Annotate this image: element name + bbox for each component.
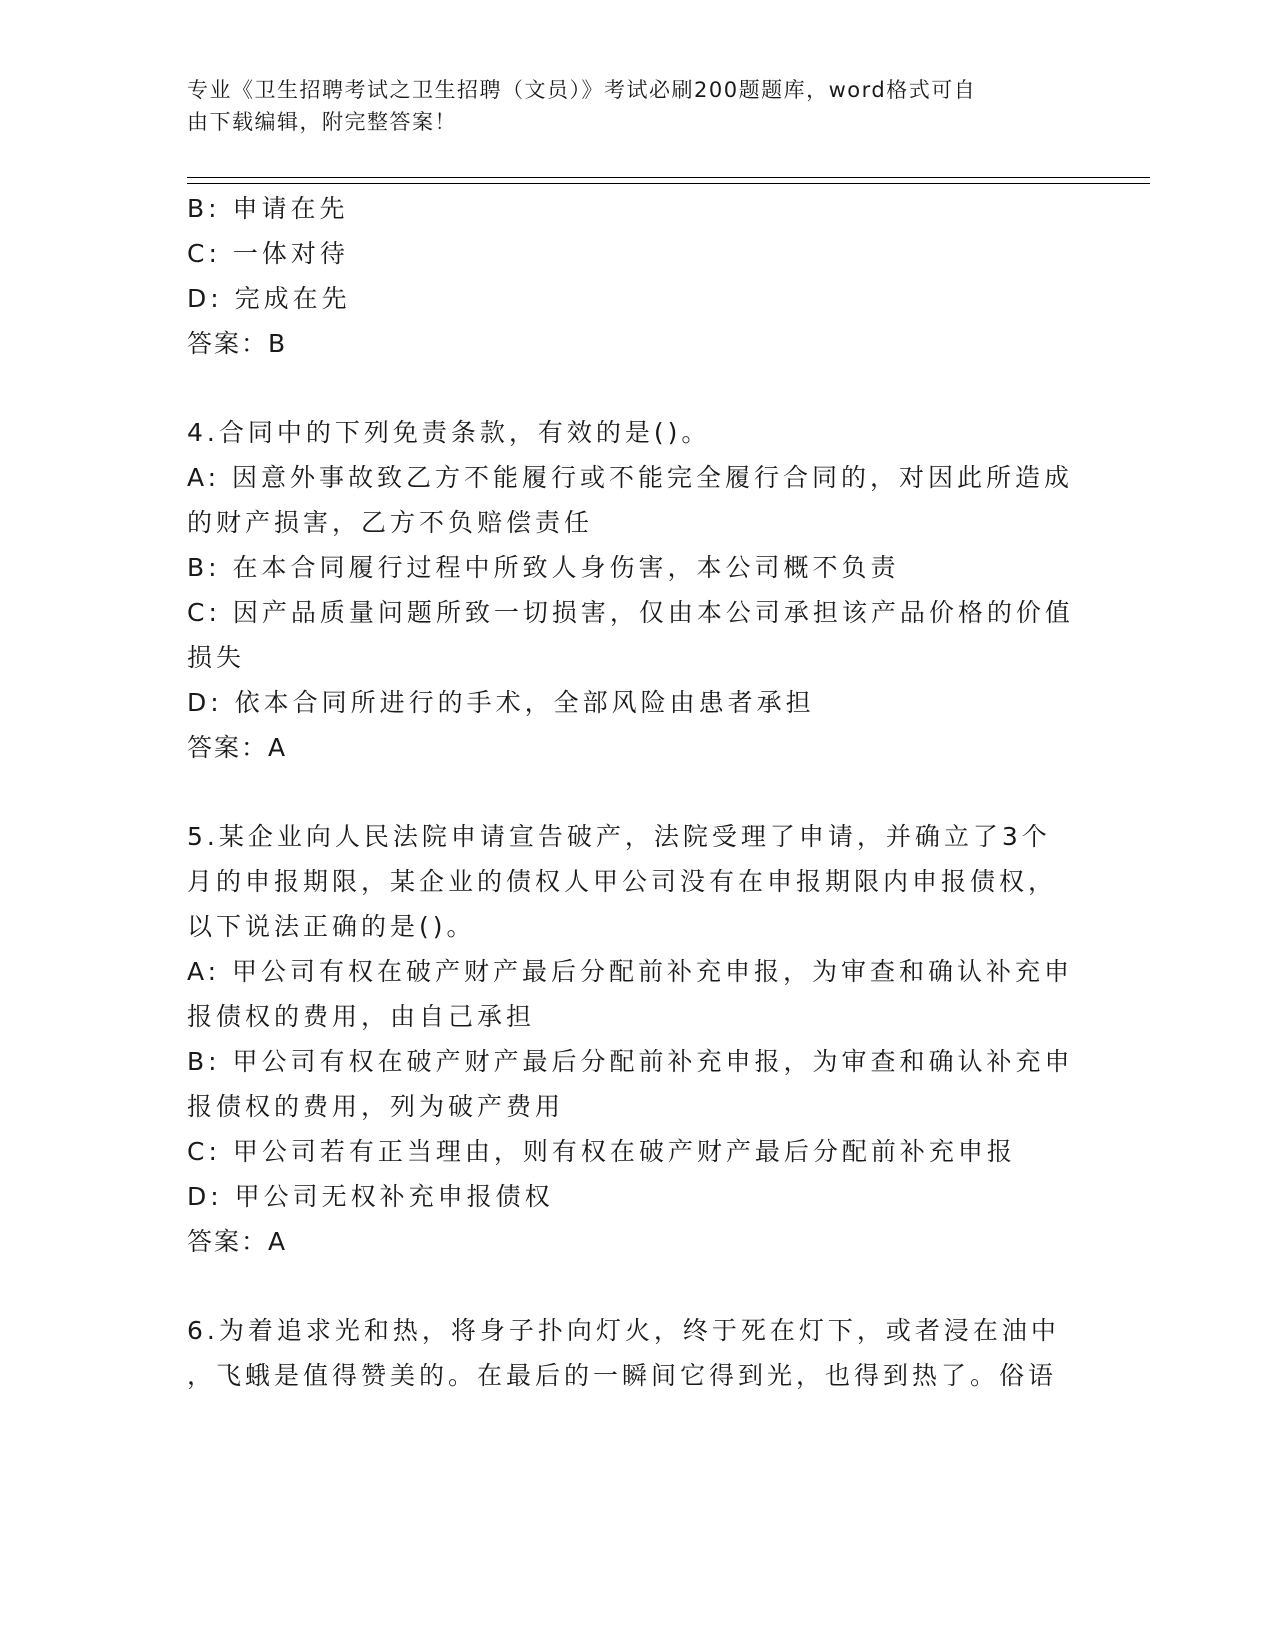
q3-answer: 答案：B (187, 329, 288, 358)
spacer (187, 366, 1067, 410)
q4-option-a-line-2: 的财产损害，乙方不负赔偿责任 (187, 508, 594, 537)
q5-stem-line-3: 以下说法正确的是()。 (187, 912, 476, 941)
q4-option-c-line-2: 损失 (187, 643, 246, 672)
q5-option-b-line-1: B: 甲公司有权在破产财产最后分配前补充申报，为审查和确认补充申 (187, 1047, 1074, 1076)
spacer (187, 770, 1067, 814)
header-rule-top (187, 177, 1150, 178)
q3-option-d: D: 完成在先 (187, 284, 351, 313)
q4-option-c-line-1: C: 因产品质量问题所致一切损害，仅由本公司承担该产品价格的价值 (187, 598, 1074, 627)
document-header (187, 74, 1067, 138)
spacer (187, 1264, 1067, 1308)
q5-option-b-line-2: 报债权的费用，列为破产费用 (187, 1092, 565, 1121)
q5-stem-line-1: 5.某企业向人民法院申请宣告破产，法院受理了申请，并确立了3个 (187, 822, 1051, 851)
q5-stem-line-2: 月的申报期限，某企业的债权人甲公司没有在申报期限内申报债权， (187, 867, 1058, 896)
q4-stem: 4.合同中的下列免责条款，有效的是()。 (187, 418, 711, 447)
question-6 (187, 1308, 1067, 1398)
q4-option-b: B: 在本合同履行过程中所致人身伤害，本公司概不负责 (187, 553, 900, 582)
document-body (187, 186, 1074, 1398)
q6-stem-line-2: ，飞蛾是值得赞美的。在最后的一瞬间它得到光，也得到热了。俗语 (187, 1361, 1058, 1390)
q5-option-a-line-1: A: 甲公司有权在破产财产最后分配前补充申报，为审查和确认补充申 (187, 957, 1074, 986)
q4-answer: 答案：A (187, 733, 288, 762)
q5-answer: 答案：A (187, 1227, 288, 1256)
header-rule-bottom (187, 183, 1150, 184)
q5-option-a-line-2: 报债权的费用，由自己承担 (187, 1002, 536, 1031)
header-line-2: 由下载编辑，附完整答案！ (187, 110, 457, 134)
q6-stem-line-1: 6.为着追求光和热，将身子扑向灯火，终于死在灯下，或者浸在油中 (187, 1316, 1060, 1345)
q4-option-a-line-1: A: 因意外事故致乙方不能履行或不能完全履行合同的，对因此所造成 (187, 463, 1074, 492)
header-line-1: 专业《卫生招聘考试之卫生招聘（文员）》考试必刷200题题库，word格式可自 (187, 78, 977, 102)
q3-option-b: B: 申请在先 (187, 194, 349, 223)
q3-option-c: C: 一体对待 (187, 239, 349, 268)
question-4 (187, 410, 1074, 770)
q5-option-c: C: 甲公司若有正当理由，则有权在破产财产最后分配前补充申报 (187, 1137, 1016, 1166)
question-3-continued (187, 186, 1067, 366)
q4-option-d: D: 依本合同所进行的手术，全部风险由患者承担 (187, 688, 815, 717)
question-5 (187, 814, 1074, 1264)
q5-option-d: D: 甲公司无权补充申报债权 (187, 1182, 554, 1211)
